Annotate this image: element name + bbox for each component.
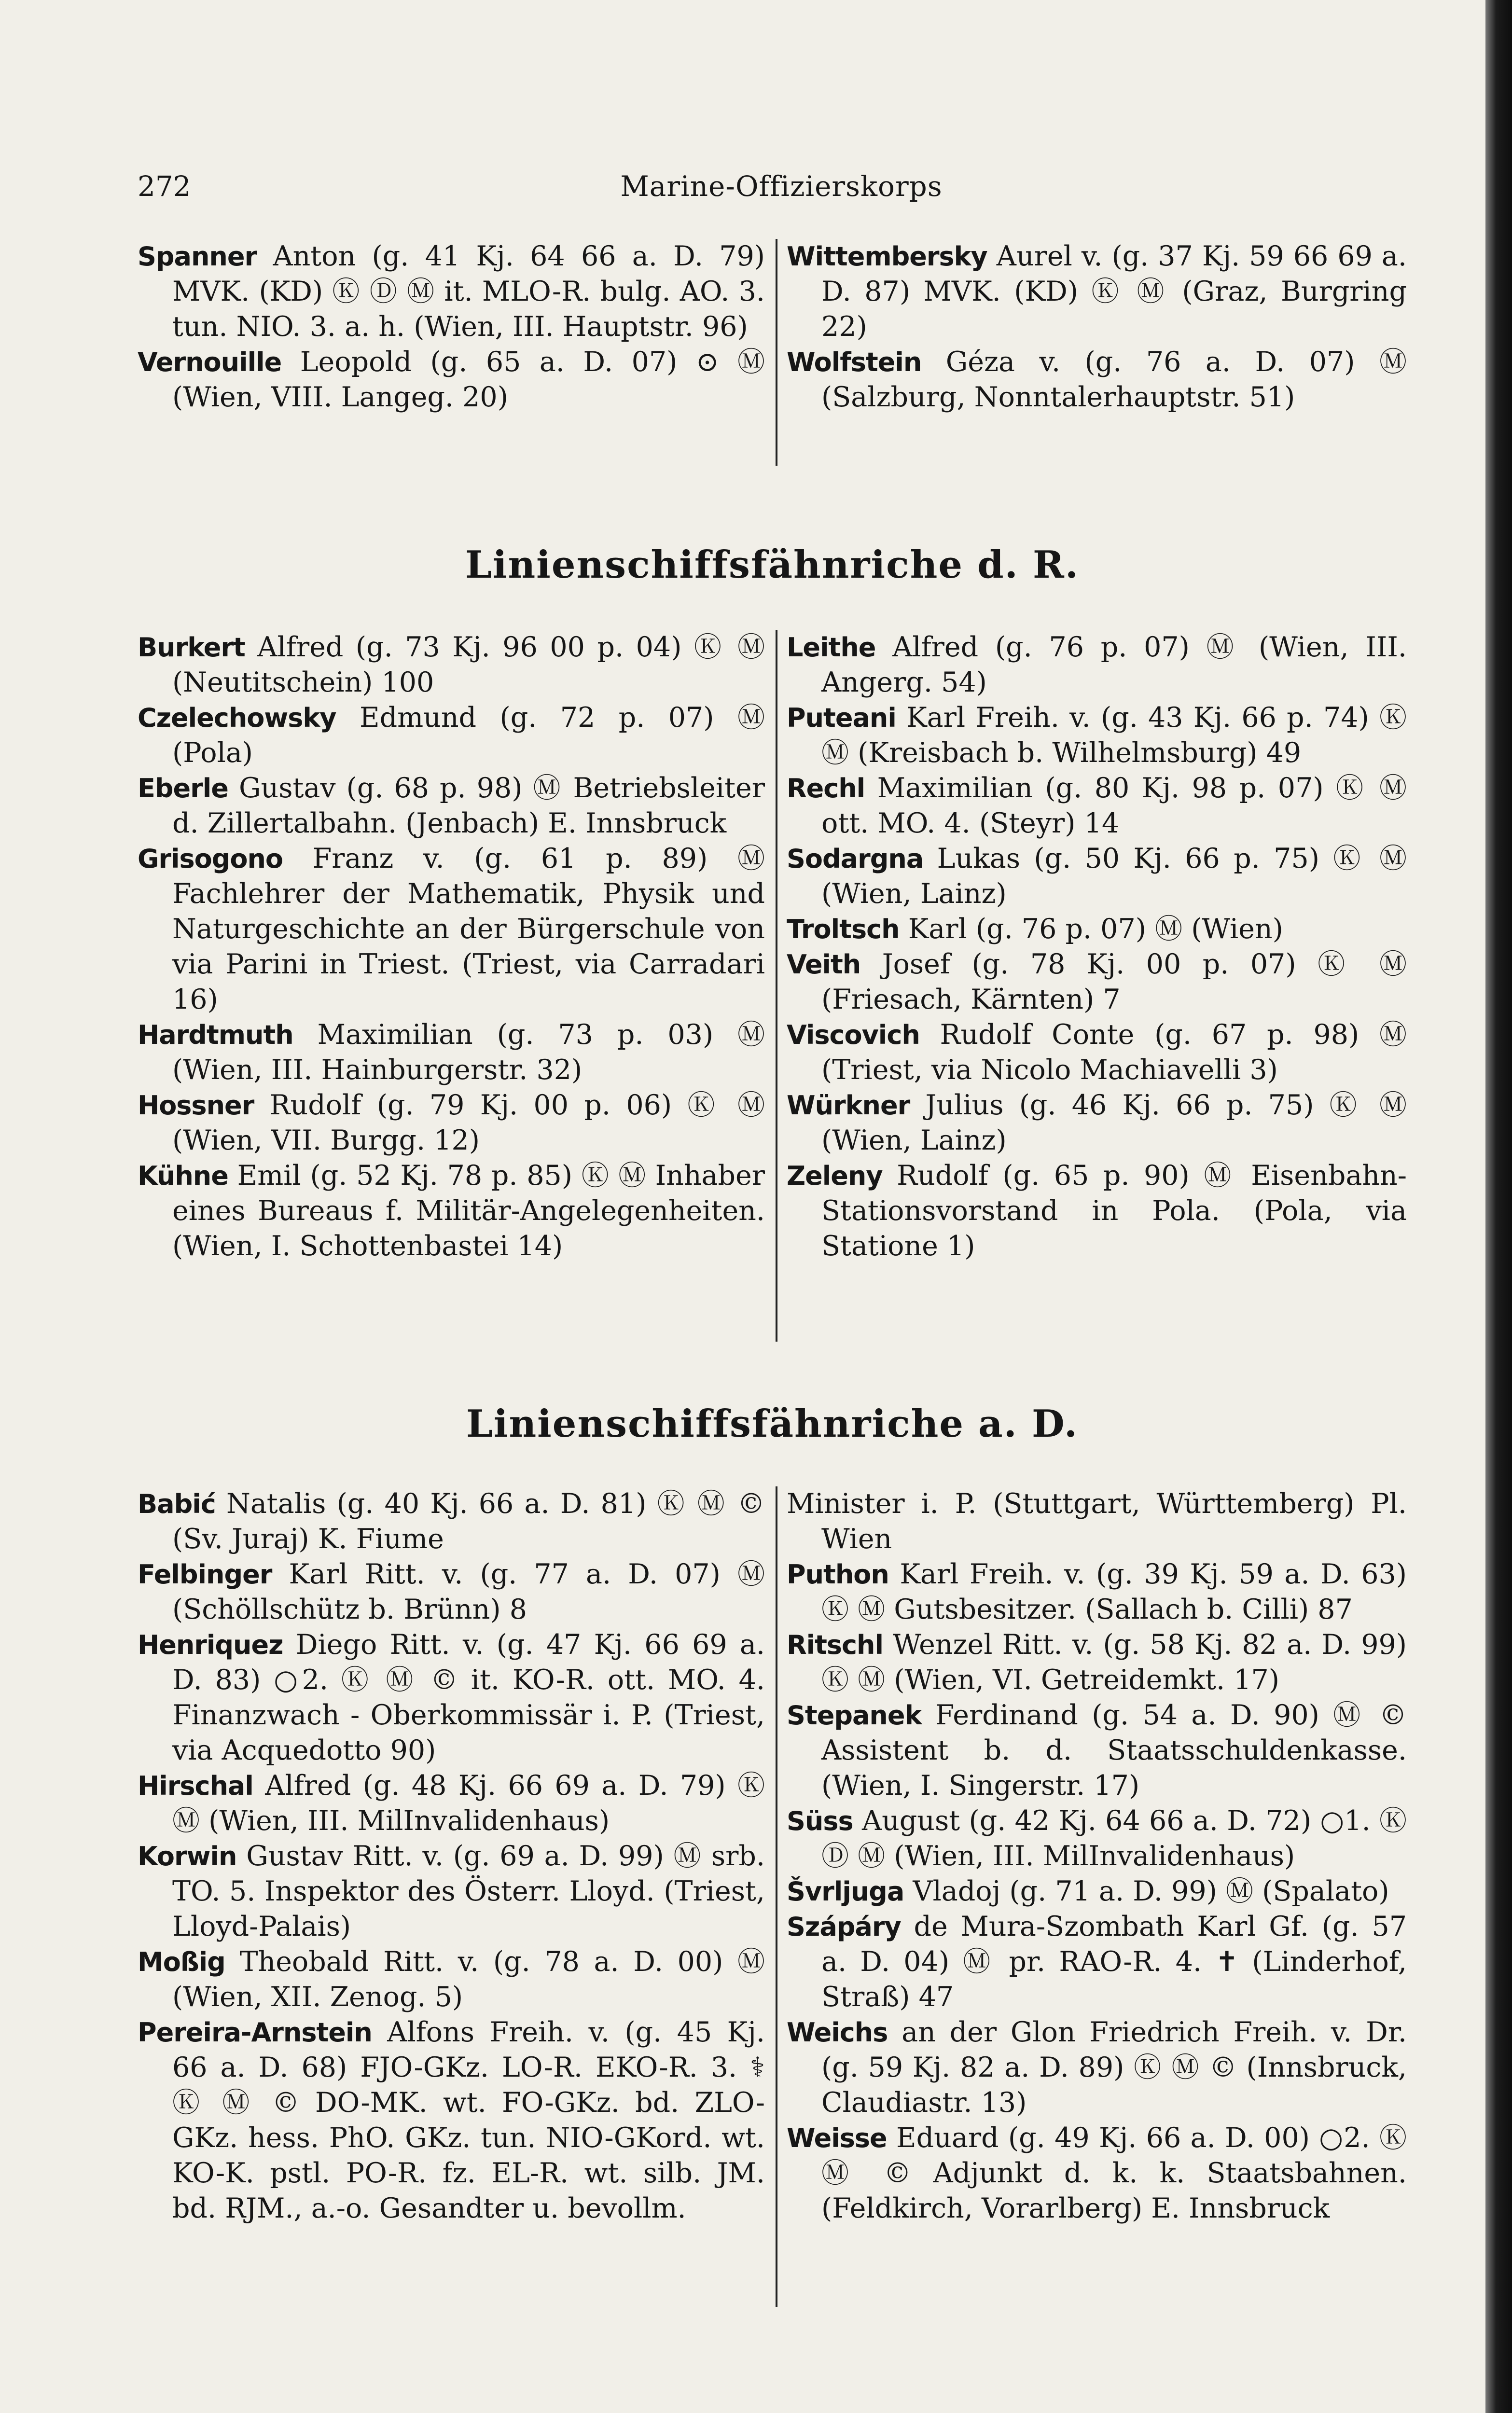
entry-details: Diego Ritt. v. (g. 47 Kj. 66 69 a. D. 83) ○2. Ⓚ Ⓜ © it. KO-R. ott. MO. 4. Finanzwach - Oberkommissär i. P. (Triest, via Acquedotto 90) [172,1629,765,1766]
entry-name: Süss [787,1806,853,1836]
section-title-dr: Linienschiffsfähnriche d. R. [465,543,1079,587]
entry-name: Hardtmuth [138,1020,293,1050]
list-item [787,2015,1407,2121]
entry-name: Viscovich [787,1020,920,1050]
list-item [787,1627,1407,1698]
entry-name: Veith [787,949,861,980]
list-item [787,1017,1407,1088]
entry-name: Vernouille [138,347,282,377]
list-item [787,1486,1407,1557]
list-item [138,1839,765,1944]
list-item [787,1088,1407,1158]
entry-name: Wittembersky [787,241,987,272]
entry-name: Švrljuga [787,1876,904,1907]
entry-name: Kühne [138,1161,228,1191]
entry-name: Korwin [138,1841,237,1872]
entry-name: Moßig [138,1947,225,1977]
list-item [787,239,1407,345]
entry-details: Wenzel Ritt. v. (g. 58 Kj. 82 a. D. 99) Ⓚ Ⓜ (Wien, VI. Getreidemkt. 17) [821,1629,1407,1696]
entry-details: Aurel v. (g. 37 Kj. 59 66 69 a. D. 87) MVK. (KD) Ⓚ Ⓜ (Graz, Burgring 22) [821,240,1407,343]
entry-name: Henriquez [138,1630,283,1660]
entry-name: Felbinger [138,1559,272,1590]
entry-details: Natalis (g. 40 Kj. 66 a. D. 81) Ⓚ Ⓜ © (Sv. Juraj) K. Fiume [172,1488,765,1555]
column-divider [776,1486,777,2307]
entry-details: Gustav Ritt. v. (g. 69 a. D. 99) Ⓜ srb. TO. 5. Inspektor des Österr. Lloyd. (Triest, Lloyd-Palais) [172,1840,765,1942]
entry-details: Josef (g. 78 Kj. 00 p. 07) Ⓚ Ⓜ (Friesach, Kärnten) 7 [821,948,1407,1015]
list-item [787,1803,1407,1874]
entry-details: Rudolf Conte (g. 67 p. 98) Ⓜ (Triest, via Nicolo Machiavelli 3) [821,1019,1407,1086]
entry-name: Rechl [787,773,865,804]
left-column [138,1486,765,2226]
entry-name: Weisse [787,2123,887,2153]
list-item [138,841,765,1017]
entry-name: Szápáry [787,1912,901,1942]
entry-name: Puthon [787,1559,889,1590]
entry-details: Theobald Ritt. v. (g. 78 a. D. 00) Ⓜ (Wien, XII. Zenog. 5) [172,1946,765,2013]
entry-details: Alfred (g. 73 Kj. 96 00 p. 04) Ⓚ Ⓜ (Neutitschein) 100 [172,631,765,698]
entry-details: Maximilian (g. 80 Kj. 98 p. 07) Ⓚ Ⓜ ott. MO. 4. (Steyr) 14 [821,772,1407,839]
entry-details: Alfred (g. 48 Kj. 66 69 a. D. 79) Ⓚ Ⓜ (Wien, III. MilInvalidenhaus) [172,1770,765,1837]
entry-name: Hirschal [138,1771,253,1801]
list-item [138,1088,765,1158]
entry-name: Würkner [787,1090,910,1121]
entry-details: Karl (g. 76 p. 07) Ⓜ (Wien) [908,913,1283,945]
list-item [138,1557,765,1627]
list-item [787,1909,1407,2015]
entry-details: Alfred (g. 76 p. 07) Ⓜ (Wien, III. Angerg. 54) [821,631,1407,698]
list-item [787,771,1407,841]
entry-name: Stepanek [787,1700,922,1731]
entry-details: Alfons Freih. v. (g. 45 Kj. 66 a. D. 68) FJO-GKz. LO-R. EKO-R. 3. ⚕ Ⓚ Ⓜ © DO-MK. wt. FO-GKz. bd. ZLO-GKz. hess. PhO. GKz. tun. NIO-GKord. wt. KO-K. pstl. PO-R. fz. EL-R. wt. silb. JM. bd. RJM., a.-o. Gesandter u. bevollm. [172,2016,765,2224]
entry-name: Babić [138,1489,216,1519]
entry-continuation: Minister i. P. (Stuttgart, Württemberg) Pl. Wien [787,1488,1407,1555]
entry-details: Karl Freih. v. (g. 39 Kj. 59 a. D. 63) Ⓚ Ⓜ Gutsbesitzer. (Sallach b. Cilli) 87 [821,1558,1407,1625]
entry-details: Gustav (g. 68 p. 98) Ⓜ Betriebsleiter d. Zillertalbahn. (Jenbach) E. Innsbruck [172,772,765,839]
left-column [138,239,765,415]
list-item [138,700,765,771]
entry-details: Leopold (g. 65 a. D. 07) ⊙ Ⓜ (Wien, VIII. Langeg. 20) [172,346,765,413]
list-item [138,239,765,345]
left-column [138,630,765,1264]
entry-details: Lukas (g. 50 Kj. 66 p. 75) Ⓚ Ⓜ (Wien, Lainz) [821,843,1407,910]
entry-details: de Mura-Szombath Karl Gf. (g. 57 a. D. 04) Ⓜ pr. RAO-R. 4. ✝ (Linderhof, Straß) 47 [821,1911,1407,2013]
list-item [138,1486,765,1557]
list-item [787,700,1407,771]
entry-name: Zeleny [787,1161,883,1191]
entry-name: Czelechowsky [138,703,336,733]
list-item [138,345,765,415]
list-item [138,1768,765,1839]
entry-name: Weichs [787,2017,888,2048]
entry-name: Spanner [138,241,257,272]
right-column [787,1486,1407,2226]
list-item [138,1158,765,1264]
entry-details: Edmund (g. 72 p. 07) Ⓜ (Pola) [172,702,765,769]
list-item [787,912,1407,947]
section-ad [138,1402,1407,2319]
section-dr [138,543,1407,1368]
page-number: 272 [138,170,191,203]
entry-details: Julius (g. 46 Kj. 66 p. 75) Ⓚ Ⓜ (Wien, Lainz) [821,1089,1407,1156]
right-column [787,630,1407,1264]
list-item [138,1017,765,1088]
entry-details: Rudolf (g. 79 Kj. 00 p. 06) Ⓚ Ⓜ (Wien, VII. Burgg. 12) [172,1089,765,1156]
list-item [138,2015,765,2226]
entry-name: Grisogono [138,844,283,874]
entry-name: Hossner [138,1090,254,1121]
list-item [787,2121,1407,2226]
entry-name: Sodargna [787,844,924,874]
running-head: Marine-Offizierskorps [620,170,943,203]
entry-details: Karl Freih. v. (g. 43 Kj. 66 p. 74) Ⓚ Ⓜ (Kreisbach b. Wilhelmsburg) 49 [821,702,1407,769]
list-item [787,1874,1407,1909]
list-item [138,1944,765,2015]
entry-details: Géza v. (g. 76 a. D. 07) Ⓜ (Salzburg, Nonntalerhauptstr. 51) [821,346,1407,413]
entry-name: Burkert [138,632,245,663]
top-entries-section [138,239,1407,471]
entry-details: Anton (g. 41 Kj. 64 66 a. D. 79) MVK. (KD) Ⓚ Ⓓ Ⓜ it. MLO-R. bulg. AO. 3. tun. NIO. 3. a. h. (Wien, III. Hauptstr. 96) [172,240,765,343]
section-title-ad: Linienschiffsfähnriche a. D. [466,1402,1078,1446]
column-divider [776,630,777,1342]
entry-details: Emil (g. 52 Kj. 78 p. 85) Ⓚ Ⓜ Inhaber eines Bureaus f. Militär-Angelegenheiten. (Wien, I. Schottenbastei 14) [172,1160,765,1262]
entry-details: August (g. 42 Kj. 64 66 a. D. 72) ○1. Ⓚ Ⓓ Ⓜ (Wien, III. MilInvalidenhaus) [821,1805,1407,1872]
entry-details: Eduard (g. 49 Kj. 66 a. D. 00) ○2. Ⓚ Ⓜ © Adjunkt d. k. k. Staatsbahnen. (Feldkirch, Vorarlberg) E. Innsbruck [821,2122,1407,2224]
entry-name: Pereira-Arnstein [138,2017,372,2048]
entry-name: Puteani [787,703,896,733]
column-divider [776,239,777,466]
entry-details: Ferdinand (g. 54 a. D. 90) Ⓜ © Assistent b. d. Staatsschuldenkasse. (Wien, I. Singerstr. 17) [821,1699,1407,1802]
entry-details: Vladoj (g. 71 a. D. 99) Ⓜ (Spalato) [913,1875,1389,1907]
page-header [138,170,1425,213]
entry-details: Rudolf (g. 65 p. 90) Ⓜ Eisenbahn-Stationsvorstand in Pola. (Pola, via Statione 1) [821,1160,1407,1262]
entry-name: Troltsch [787,914,900,944]
entry-name: Eberle [138,773,228,804]
list-item [138,1627,765,1768]
page-edge-shadow [1485,0,1512,2413]
list-item [787,841,1407,912]
entry-details: Karl Ritt. v. (g. 77 a. D. 07) Ⓜ (Schöllschütz b. Brünn) 8 [172,1558,765,1625]
list-item [138,771,765,841]
entry-details: an der Glon Friedrich Freih. v. Dr. (g. 59 Kj. 82 a. D. 89) Ⓚ Ⓜ © (Innsbruck, Claudiastr. 13) [821,2016,1407,2119]
list-item [787,345,1407,415]
list-item [787,1698,1407,1803]
entry-name: Ritschl [787,1630,884,1660]
list-item [787,1557,1407,1627]
list-item [787,630,1407,700]
entry-details: Maximilian (g. 73 p. 03) Ⓜ (Wien, III. Hainburgerstr. 32) [172,1019,765,1086]
entry-name: Leithe [787,632,876,663]
list-item [138,630,765,700]
entry-name: Wolfstein [787,347,922,377]
right-column [787,239,1407,415]
list-item [787,947,1407,1017]
entry-details: Franz v. (g. 61 p. 89) Ⓜ Fachlehrer der Mathematik, Physik und Naturgeschichte an der Bürgerschule von via Parini in Triest. (Triest, via Carradari 16) [172,843,765,1015]
list-item [787,1158,1407,1264]
